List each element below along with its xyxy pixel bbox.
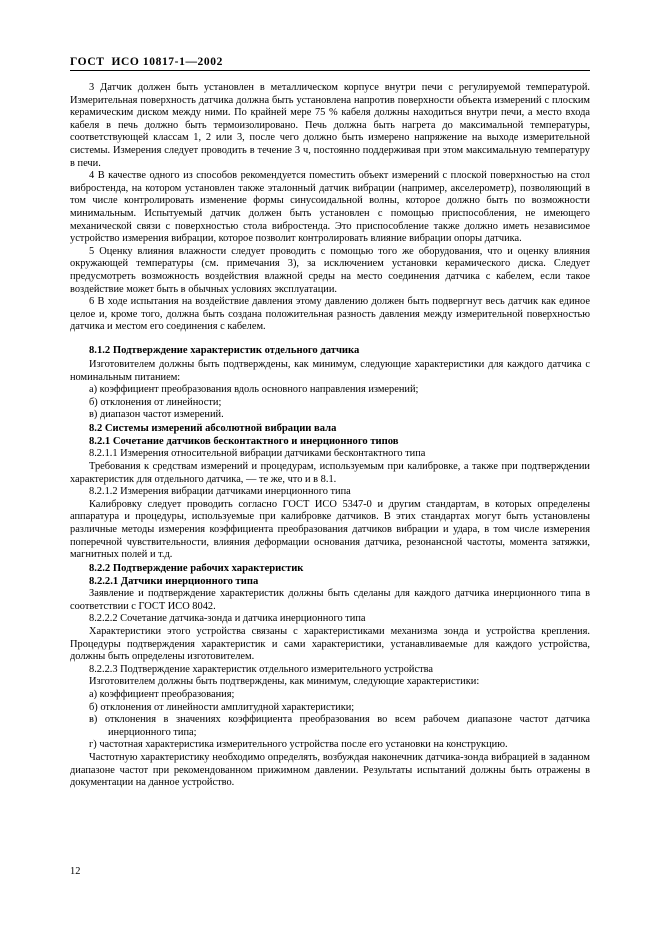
- list-item-b-1: б) отклонения от линейности;: [89, 396, 222, 408]
- list-item-v-1: в) диапазон частот измерений.: [89, 409, 224, 421]
- heading-8-2-1-2: 8.2.1.2 Измерения вибрации датчиками инерционного типа: [89, 486, 351, 498]
- header-rule: [70, 70, 590, 71]
- paragraph-8-2-1-2: Калибровку следует проводить согласно ГОСТ ИСО 5347-0 и другим стандартам, в которых определены аппаратура и процедуры, используемые при калибровке датчиков. В этих стандартах могут быть установлены различные методы измерения коэффициента преобразования датчиков вибрации и удара, в том числе измерения поперечной чувствительности, влияния деформации основания датчика, резонансной частоты, момента затяжки, магнитных полей и т.д.: [70, 498, 590, 561]
- heading-8-2-1-1: 8.2.1.1 Измерения относительной вибрации датчиками бесконтактного типа: [89, 448, 426, 460]
- page-content: [70, 56, 590, 790]
- paragraph-5: 5 Оценку влияния влажности следует проводить с помощью того же оборудования, что и оценку влияния окружающей температуры (см. примечания 3), за исключением установки керамического диска. Следует предусмотреть возможность воздействия влажной среды на место соединения датчика с кабелем, если такое воздействие может быть в обычных условиях эксплуатации.: [70, 245, 590, 295]
- heading-8-2-2-3: 8.2.2.3 Подтверждение характеристик отдельного измерительного устройства: [89, 663, 434, 675]
- paragraph-8-2-1-1: Требования к средствам измерений и процедурам, используемым при калибровке, а также при подтверждении характеристик для отдельного датчика, — те же, что и в 8.1.: [70, 461, 590, 485]
- paragraph-8-2-2-2: Характеристики этого устройства связаны с характеристиками механизма зонда и устройства крепления. Процедуры подтверждения характеристик и сами характеристики, устанавливаемые для каждого устройства, должны быть определены изготовителем.: [70, 625, 590, 663]
- list-item-v-2: в) отклонения в значениях коэффициента преобразования во всем рабочем диапазоне частот датчика инерционного типа;: [89, 714, 590, 738]
- heading-8-1-2: 8.1.2 Подтверждение характеристик отдельного датчика: [89, 344, 360, 356]
- heading-8-2-2-2: 8.2.2.2 Сочетание датчика-зонда и датчика инерционного типа: [89, 613, 366, 625]
- list-item-a-1: а) коэффициент преобразования вдоль основного направления измерений;: [89, 384, 419, 396]
- list-item-a-2: а) коэффициент преобразования;: [89, 688, 235, 700]
- paragraph-6: 6 В ходе испытания на воздействие давления этому давлению должен быть подвергнут весь датчик как единое целое и, кроме того, должна быть создана положительная разность давления между измерительной поверхностью датчика и местом его соединения с кабелем.: [70, 296, 590, 333]
- list-item-g-2: г) частотная характеристика измерительного устройства после его установки на конструкцию.: [89, 739, 508, 751]
- paragraph-4: 4 В качестве одного из способов рекомендуется поместить объект измерений с плоской поверхностью на стол вибростенда, на котором установлен также эталонный датчик вибрации (например, акселерометр), позволяющий в том числе контролировать изменение формы синусоидальной волны, которое должно быть по возможности минимальным. Испытуемый датчик должен быть установлен с помощью приспособления, не имеющего механической связи с поверхностью стола вибростенда. Это приспособление также должно иметь независимое устройство измерения вибрации, которое позволит контролировать влияние вибрации опоры датчика.: [70, 170, 590, 245]
- paragraph-8-1-2-intro: Изготовителем должны быть подтверждены, как минимум, следующие характеристики для каждого датчика с номинальным питанием:: [70, 359, 590, 383]
- document-header: ГОСТ ИСО 10817-1—2002: [70, 56, 223, 68]
- paragraph-final: Частотную характеристику необходимо определять, возбуждая наконечник датчика-зонда вибрацией в заданном диапазоне частот при рекомендованном прижимном давлении. Результаты испытаний должны быть отражены в документации на данное устройство.: [70, 751, 590, 789]
- heading-8-2: 8.2 Системы измерений абсолютной вибрации вала: [89, 423, 337, 435]
- paragraph-8-2-2-3: Изготовителем должны быть подтверждены, как минимум, следующие характеристики:: [89, 676, 480, 688]
- heading-8-2-1: 8.2.1 Сочетание датчиков бесконтактного и инерционного типов: [89, 436, 399, 448]
- page-number: 12: [70, 866, 81, 877]
- heading-8-2-2: 8.2.2 Подтверждение рабочих характеристик: [89, 562, 304, 574]
- list-item-b-2: б) отклонения от линейности амплитудной характеристики;: [89, 701, 355, 713]
- heading-8-2-2-1: 8.2.2.1 Датчики инерционного типа: [89, 576, 259, 587]
- paragraph-3: 3 Датчик должен быть установлен в металлическом корпусе внутри печи с регулируемой температурой. Измерительная поверхность датчика должна быть установлена напротив поверхности объекта измерений с плоским керамическим диском между ними. По крайней мере 75 % кабеля должны находиться внутри печи, а место входа кабеля в печь должно быть термоизолировано. Печь должна быть нагрета до максимальной температуры, соответствующей классам 1, 2 или 3, после чего должно быть измерено напряжение на выходе измерительной системы. Измерения следует проводить в течение 3 ч, постоянно поддерживая при этом максимальную температуру в печи.: [70, 82, 590, 169]
- paragraph-8-2-2-1: Заявление и подтверждение характеристик должны быть сделаны для каждого датчика инерционного типа в соответствии с ГОСТ ИСО 8042.: [70, 588, 590, 612]
